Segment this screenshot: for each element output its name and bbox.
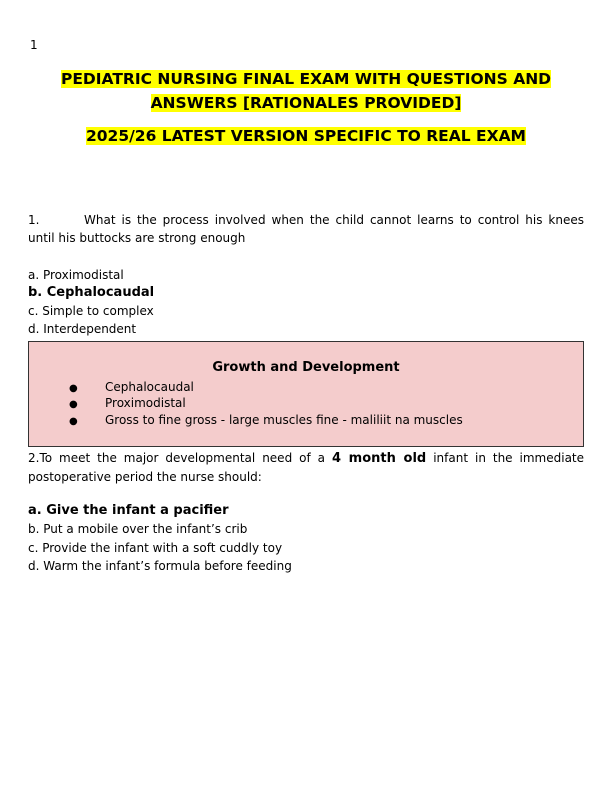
rationale-title: Growth and Development: [212, 360, 400, 375]
question-2-text-after: infant in the immediate postoperative period the nurse should:: [28, 451, 585, 484]
question-1-option-d: d. Interdependent: [28, 322, 137, 336]
question-1-number: 1.: [28, 213, 40, 227]
question-2-emphasis: 4 month old: [331, 451, 427, 466]
rationale-item-text: Cephalocaudal: [105, 380, 194, 394]
rationale-item: [69, 412, 463, 430]
rationale-item-text: Gross to fine gross - large muscles fine - maliliit na muscles: [105, 413, 463, 427]
question-2-text-before: 2.To meet the major developmental need of a: [28, 451, 332, 465]
bullet-icon: ●: [69, 399, 78, 410]
title-line-2: ANSWERS [RATIONALES PROVIDED]: [150, 94, 462, 112]
document-subtitle: [0, 124, 612, 148]
question-1-text: What is the process involved when the child cannot learns to control his knees until his buttocks are strong enough: [28, 213, 584, 245]
question-2-option-a-answer: a. Give the infant a pacifier: [28, 503, 229, 518]
question-1-option-c: c. Simple to complex: [28, 304, 154, 318]
title-line-1: PEDIATRIC NURSING FINAL EXAM WITH QUESTIONS AND: [60, 70, 552, 88]
question-2-option-c: c. Provide the infant with a soft cuddly toy: [28, 541, 283, 555]
question-1: [28, 211, 584, 247]
bullet-icon: ●: [69, 383, 78, 394]
rationale-box: [28, 341, 584, 447]
document-title: [0, 67, 612, 115]
question-1-option-a: a. Proximodistal: [28, 268, 124, 282]
subtitle-text: 2025/26 LATEST VERSION SPECIFIC TO REAL EXAM: [85, 127, 526, 145]
bullet-icon: ●: [69, 416, 78, 427]
question-2: [28, 449, 584, 486]
page-number: 1: [30, 38, 38, 52]
rationale-item-text: Proximodistal: [105, 396, 186, 410]
rationale-item: [69, 395, 186, 413]
question-2-option-d: d. Warm the infant’s formula before feeding: [28, 559, 292, 573]
question-1-option-b-answer: b. Cephalocaudal: [28, 285, 155, 300]
question-2-option-b: b. Put a mobile over the infant’s crib: [28, 522, 248, 536]
